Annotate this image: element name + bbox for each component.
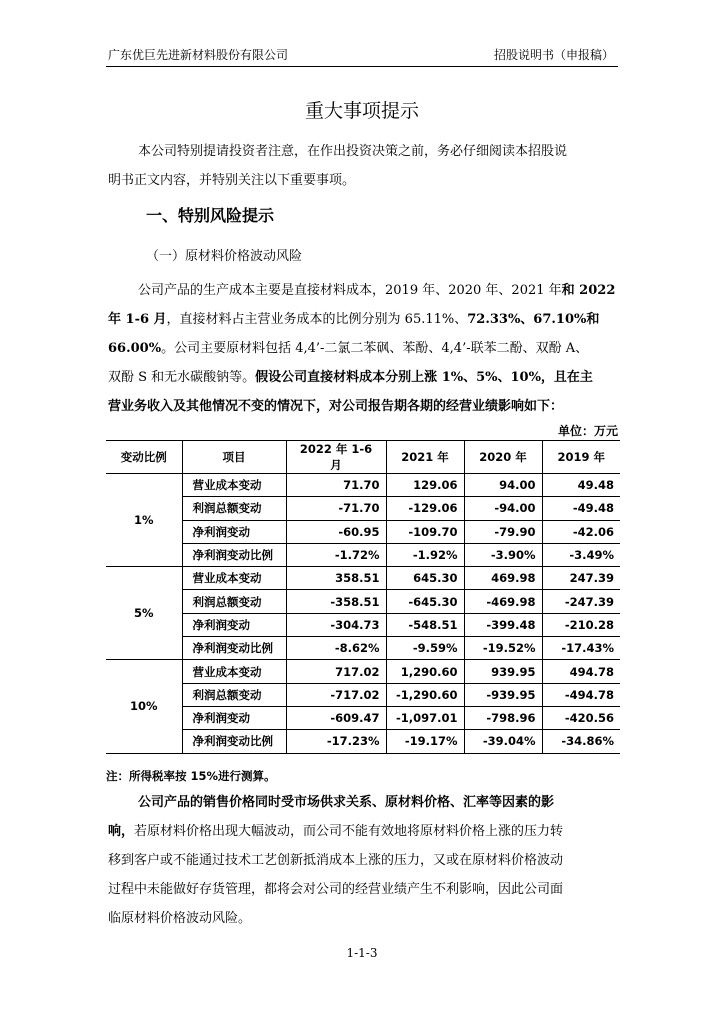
value-cell: -34.86% bbox=[542, 730, 620, 753]
value-cell: -609.47 bbox=[286, 706, 386, 729]
value-cell: -939.95 bbox=[464, 683, 542, 706]
intro-line: 明书正文内容，并特别关注以下重要事项。 bbox=[108, 173, 356, 188]
value-cell: -60.95 bbox=[286, 520, 386, 543]
col-header: 2020 年 bbox=[464, 441, 542, 474]
value-cell: 717.02 bbox=[286, 660, 386, 683]
value-cell: -210.28 bbox=[542, 613, 620, 636]
col-header: 2021 年 bbox=[386, 441, 464, 474]
table-header-row bbox=[106, 441, 620, 474]
para-line: 营业务收入及其他情况不变的情况下，对公司报告期各期的经营业绩影响如下： bbox=[108, 399, 564, 414]
value-cell: -1.92% bbox=[386, 543, 464, 566]
table-row bbox=[106, 474, 620, 497]
table-note: 注：所得税率按 15%进行测算。 bbox=[106, 769, 276, 783]
col-header: 2022 年 1-6 月 bbox=[286, 441, 386, 474]
impact-table bbox=[106, 440, 620, 754]
value-cell: -548.51 bbox=[386, 613, 464, 636]
para-line: 公司产品的生产成本主要是直接材料成本，2019 年、2020 年、2021 年和 2022 bbox=[138, 283, 616, 298]
value-cell: -717.02 bbox=[286, 683, 386, 706]
table-row bbox=[106, 520, 620, 543]
value-cell: -129.06 bbox=[386, 497, 464, 520]
item-cell: 净利润变动比例 bbox=[182, 730, 286, 753]
value-cell: 71.70 bbox=[286, 474, 386, 497]
value-cell: -420.56 bbox=[542, 706, 620, 729]
table-row bbox=[106, 543, 620, 566]
value-cell: -39.04% bbox=[464, 730, 542, 753]
value-cell: -19.17% bbox=[386, 730, 464, 753]
value-cell: -304.73 bbox=[286, 613, 386, 636]
ratio-cell: 1% bbox=[106, 474, 182, 567]
table-row bbox=[106, 730, 620, 753]
para-line: 移到客户或不能通过技术工艺创新抵消成本上涨的压力，又或在原材料价格波动 bbox=[108, 853, 564, 868]
value-cell: 129.06 bbox=[386, 474, 464, 497]
item-cell: 净利润变动 bbox=[182, 706, 286, 729]
value-cell: -645.30 bbox=[386, 590, 464, 613]
para-line: 双酚 S 和无水碳酸钠等。假设公司直接材料成本分别上涨 1%、5%、10%，且在主 bbox=[108, 370, 593, 385]
value-cell: 645.30 bbox=[386, 567, 464, 590]
table-row bbox=[106, 590, 620, 613]
value-cell: -17.23% bbox=[286, 730, 386, 753]
item-cell: 净利润变动 bbox=[182, 520, 286, 543]
para-line: 年 1-6 月，直接材料占主营业务成本的比例分别为 65.11%、72.33%、67.10%和 bbox=[108, 312, 600, 327]
para-line: 响，若原材料价格出现大幅波动，而公司不能有效地将原材料价格上涨的压力转 bbox=[108, 824, 564, 839]
para-line: 公司产品的销售价格同时受市场供求关系、原材料价格、汇率等因素的影 bbox=[138, 795, 555, 810]
value-cell: -71.70 bbox=[286, 497, 386, 520]
value-cell: 469.98 bbox=[464, 567, 542, 590]
value-cell: -494.78 bbox=[542, 683, 620, 706]
table-row bbox=[106, 497, 620, 520]
ratio-cell: 10% bbox=[106, 660, 182, 753]
item-cell: 营业成本变动 bbox=[182, 660, 286, 683]
item-cell: 营业成本变动 bbox=[182, 567, 286, 590]
risk-paragraph bbox=[108, 276, 620, 421]
page-title: 重大事项提示 bbox=[304, 100, 419, 122]
intro-paragraph bbox=[108, 137, 620, 195]
table-row bbox=[106, 613, 620, 636]
value-cell: -1,097.01 bbox=[386, 706, 464, 729]
value-cell: -19.52% bbox=[464, 637, 542, 660]
item-cell: 净利润变动 bbox=[182, 613, 286, 636]
value-cell: -469.98 bbox=[464, 590, 542, 613]
col-header: 项目 bbox=[182, 441, 286, 474]
value-cell: -9.59% bbox=[386, 637, 464, 660]
value-cell: -17.43% bbox=[542, 637, 620, 660]
item-cell: 利润总额变动 bbox=[182, 590, 286, 613]
table-row bbox=[106, 637, 620, 660]
section-heading: 一、特别风险提示 bbox=[146, 206, 275, 225]
table-row bbox=[106, 567, 620, 590]
page-number: 1-1-3 bbox=[346, 946, 378, 960]
table-row bbox=[106, 660, 620, 683]
value-cell: -3.90% bbox=[464, 543, 542, 566]
para-line: 过程中未能做好存货管理，都将会对公司的经营业绩产生不利影响，因此公司面 bbox=[108, 882, 564, 897]
item-cell: 净利润变动比例 bbox=[182, 543, 286, 566]
value-cell: -79.90 bbox=[464, 520, 542, 543]
value-cell: -1.72% bbox=[286, 543, 386, 566]
value-cell: -798.96 bbox=[464, 706, 542, 729]
value-cell: 939.95 bbox=[464, 660, 542, 683]
value-cell: -3.49% bbox=[542, 543, 620, 566]
value-cell: -109.70 bbox=[386, 520, 464, 543]
value-cell: -247.39 bbox=[542, 590, 620, 613]
intro-line: 本公司特别提请投资者注意，在作出投资决策之前，务必仔细阅读本招股说 bbox=[138, 144, 568, 159]
value-cell: -94.00 bbox=[464, 497, 542, 520]
table-row bbox=[106, 706, 620, 729]
value-cell: 358.51 bbox=[286, 567, 386, 590]
page-header bbox=[106, 44, 618, 67]
value-cell: 494.78 bbox=[542, 660, 620, 683]
item-cell: 净利润变动比例 bbox=[182, 637, 286, 660]
value-cell: -49.48 bbox=[542, 497, 620, 520]
item-cell: 营业成本变动 bbox=[182, 474, 286, 497]
item-cell: 利润总额变动 bbox=[182, 683, 286, 706]
pricing-paragraph bbox=[108, 788, 620, 933]
table-row bbox=[106, 683, 620, 706]
value-cell: -1,290.60 bbox=[386, 683, 464, 706]
value-cell: 94.00 bbox=[464, 474, 542, 497]
col-header: 变动比例 bbox=[106, 441, 182, 474]
header-doc-type: 招股说明书（申报稿） bbox=[493, 48, 614, 62]
item-cell: 利润总额变动 bbox=[182, 497, 286, 520]
unit-label: 单位：万元 bbox=[557, 424, 618, 438]
value-cell: -42.06 bbox=[542, 520, 620, 543]
value-cell: 49.48 bbox=[542, 474, 620, 497]
value-cell: 1,290.60 bbox=[386, 660, 464, 683]
value-cell: -358.51 bbox=[286, 590, 386, 613]
ratio-cell: 5% bbox=[106, 567, 182, 660]
para-line: 66.00%。公司主要原材料包括 4,4’-二氯二苯砜、苯酚、4,4’-联苯二酚、双酚 A、 bbox=[108, 341, 589, 356]
value-cell: -399.48 bbox=[464, 613, 542, 636]
para-line: 临原材料价格波动风险。 bbox=[108, 911, 252, 926]
value-cell: -8.62% bbox=[286, 637, 386, 660]
value-cell: 247.39 bbox=[542, 567, 620, 590]
col-header: 2019 年 bbox=[542, 441, 620, 474]
header-company: 广东优巨先进新材料股份有限公司 bbox=[108, 48, 289, 62]
subsection-heading: （一）原材料价格波动风险 bbox=[146, 249, 303, 264]
